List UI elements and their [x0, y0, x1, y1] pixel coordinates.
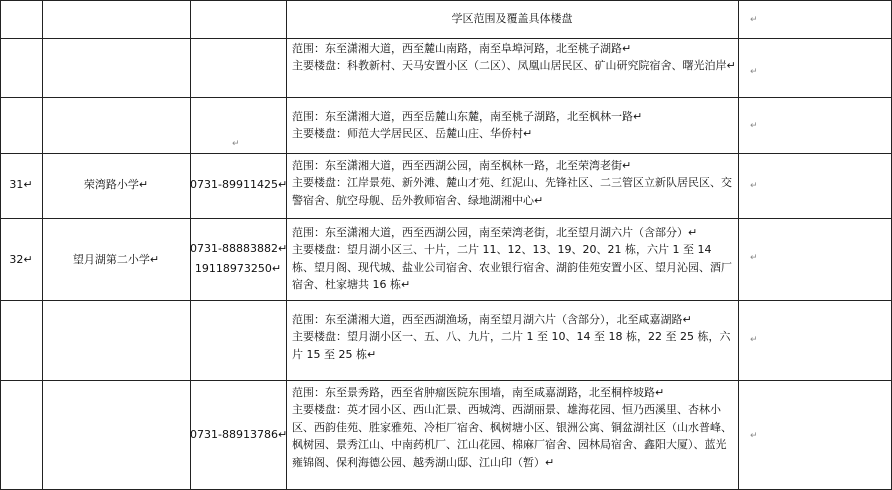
table-border-left — [0, 0, 1, 490]
paragraph-mark: ↵ — [232, 139, 240, 149]
estates-text: 主要楼盘：江岸景苑、新外滩、麓山才苑、红泥山、先锋社区、二三管区立新队居民区、交警宿舍、航空母舰、岳外教师宿舍、绿地湖湘中心↵ — [292, 176, 732, 207]
range-text: 范围：东至潇湘大道，西至西湖公园，南至荣湾老街，北至望月湖六片（含部分）↵ — [292, 226, 698, 239]
school-name: 荣湾路小学↵ — [83, 178, 149, 191]
table-row — [292, 224, 736, 294]
table-row — [292, 311, 736, 363]
paragraph-mark: ↵ — [750, 335, 758, 345]
row-divider — [0, 380, 892, 381]
estates-text: 主要楼盘：科教新村、天马安置小区（二区）、凤凰山居民区、矿山研究院宿舍、曙光泊岸↵ — [292, 59, 736, 73]
header-title: 学区范围及覆盖具体楼盘 — [451, 12, 573, 25]
phone-number: 0731-88913786↵ — [190, 428, 288, 441]
column-divider — [738, 0, 739, 490]
paragraph-mark: ↵ — [750, 121, 758, 131]
phone-number-secondary: 19118973250↵ — [194, 262, 282, 275]
row-divider — [0, 97, 892, 98]
paragraph-mark: ↵ — [750, 67, 758, 77]
range-text: 范围：东至潇湘大道，西至西湖公园，南至枫林一路，北至荣湾老街↵ — [292, 159, 632, 172]
row-divider — [0, 218, 892, 219]
paragraph-mark: ↵ — [750, 431, 758, 441]
estates-text: 主要楼盘：英才园小区、西山汇景、西城湾、西湖丽景、雄海花园、恒乃西溪里、杏林小区、西韵佳苑、胜家雅苑、冷柜厂宿舍、枫树塘小区、银洲公寓、铜盆湖社区（山水普峰、枫树园、景秀江山、中南药机厂、江山花园、棉麻厂宿舍、园林局宿舍、鑫阳大厦）、蓝光雍锦阁、保利海德公园、越秀湖山邸、江山印（暂）↵ — [292, 403, 732, 469]
table-row — [292, 384, 736, 471]
range-text: 范围：东至潇湘大道，西至西湖渔场，南至望月湖六片（含部分），北至咸嘉湖路↵ — [292, 313, 692, 326]
row-number: 31↵ — [9, 178, 33, 191]
table-row — [292, 108, 736, 143]
range-text: 范围：东至潇湘大道，西至岳麓山东麓，南至桃子湖路，北至枫林一路↵ — [292, 110, 643, 123]
range-text: 范围：东至景秀路，西至省肿瘤医院东围墙，南至咸嘉湖路，北至桐梓坡路↵ — [292, 386, 665, 399]
column-divider — [42, 0, 43, 490]
paragraph-mark: ↵ — [750, 15, 758, 25]
estates-text: 主要楼盘：师范大学居民区、岳麓山庄、华侨村↵ — [292, 127, 533, 141]
table-row — [292, 157, 736, 209]
row-number: 32↵ — [9, 253, 33, 266]
row-divider — [0, 153, 892, 154]
row-divider — [0, 300, 892, 301]
school-name: 望月湖第二小学↵ — [72, 253, 160, 266]
phone-number: 0731-89911425↵ — [190, 178, 288, 191]
phone-number: 0731-88883882↵ — [190, 242, 288, 255]
range-text: 范围：东至潇湘大道，西至麓山南路，南至阜埠河路，北至桃子湖路↵ — [292, 42, 632, 55]
table-row — [292, 40, 736, 75]
row-divider — [0, 0, 892, 1]
estates-text: 主要楼盘：望月湖小区三、十片，二片 11、12、13、19、20、21 栋，六片 1 至 14 栋、望月阁、现代城、盐业公司宿舍、农业银行宿舍、湖韵佳苑安置小区、望月沁园、酒厂宿舍、杜家塘共 16 栋↵ — [292, 243, 732, 292]
paragraph-mark: ↵ — [750, 181, 758, 191]
paragraph-mark: ↵ — [750, 253, 758, 263]
estates-text: 主要楼盘：望月湖小区一、五、八、九片，二片 1 至 10、14 至 18 栋，22 至 25 栋，六片 15 至 25 栋↵ — [292, 330, 731, 361]
row-divider — [0, 38, 892, 39]
